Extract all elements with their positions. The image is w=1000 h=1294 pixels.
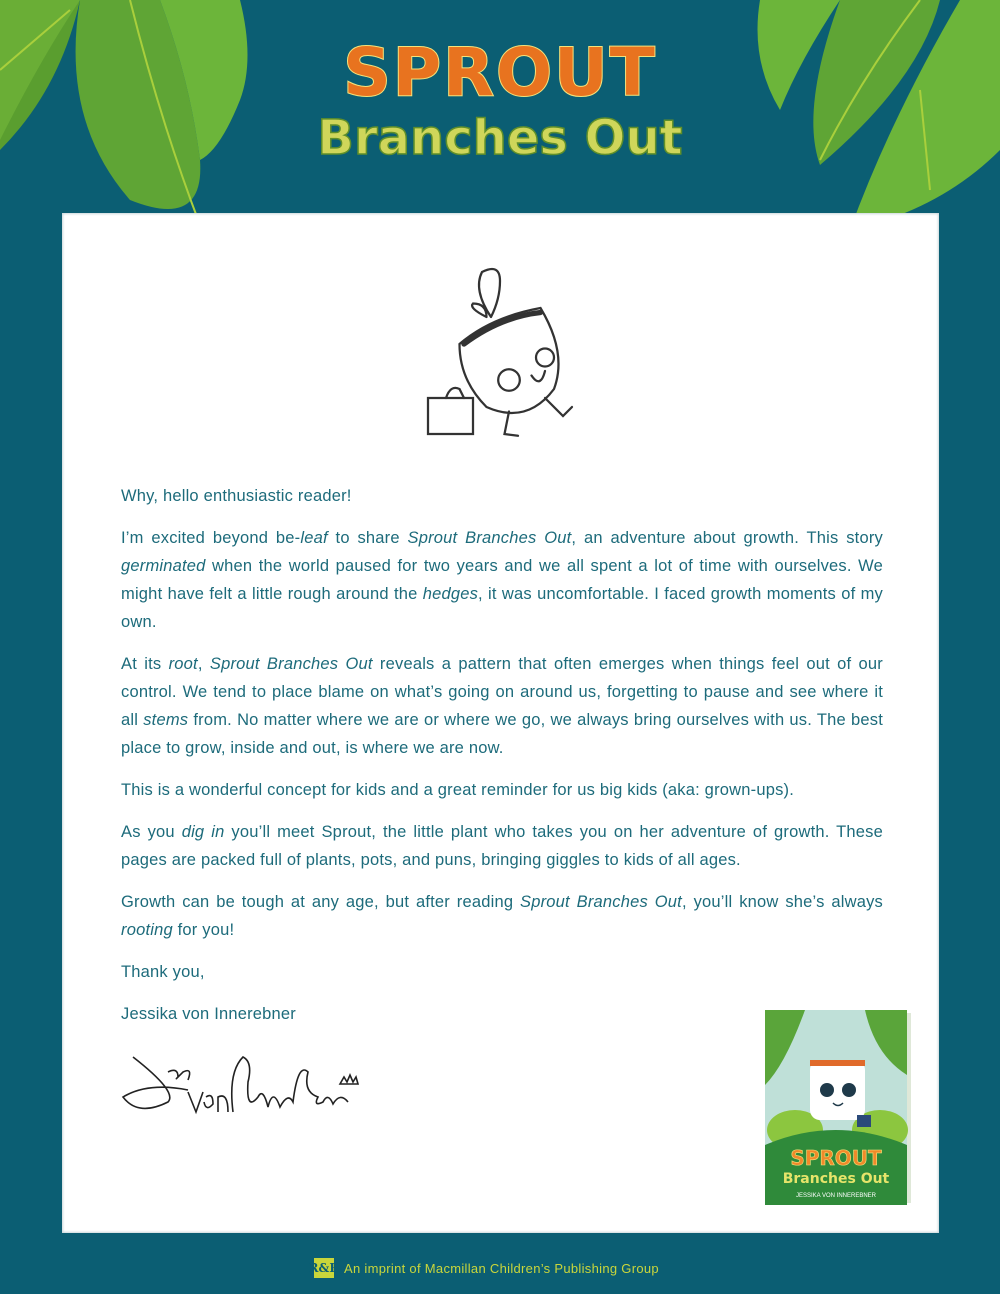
title-branches-out: Branches Out bbox=[317, 110, 683, 166]
sprout-sketch-icon bbox=[410, 248, 590, 458]
signature-icon bbox=[118, 1042, 378, 1122]
cover-title-sprout: SPROUT bbox=[790, 1146, 882, 1170]
publisher-logo-icon: R&B bbox=[314, 1258, 334, 1278]
publisher-footer bbox=[308, 1258, 659, 1278]
closing: Thank you, bbox=[121, 963, 205, 981]
leaf-decoration-top-right bbox=[740, 0, 1000, 240]
book-cover-image bbox=[755, 1005, 915, 1210]
cover-author: JESSIKA VON INNEREBNER bbox=[795, 1193, 877, 1199]
greeting: Why, hello enthusiastic reader! bbox=[121, 487, 352, 505]
paragraph-1: I’m excited beyond be-leaf to share Sprout Branches Out, an adventure about growth. This story germinated when the world paused for two years and we all spent a lot of time with ourselves. We might have felt a little rough around the hedges, it was uncomfortable. I faced growth moments of my own. bbox=[121, 529, 883, 631]
cover-title-branches-out: Branches Out bbox=[782, 1171, 890, 1187]
paragraph-4: As you dig in you’ll meet Sprout, the little plant who takes you on her adventure of growth. These pages are packed full of plants, pots, and puns, bringing giggles to kids of all ages. bbox=[121, 823, 883, 869]
leaf-decoration-top-left bbox=[0, 0, 260, 240]
book-title-logo bbox=[280, 34, 720, 166]
paragraph-5: Growth can be tough at any age, but after reading Sprout Branches Out, you’ll know she’s always rooting for you! bbox=[121, 893, 883, 939]
author-name: Jessika von Innerebner bbox=[121, 1005, 296, 1023]
imprint-text: An imprint of Macmillan Children’s Publishing Group bbox=[344, 1260, 659, 1276]
paragraph-3: This is a wonderful concept for kids and a great reminder for us big kids (aka: grown-ups). bbox=[121, 781, 795, 799]
paragraph-2: At its root, Sprout Branches Out reveals a pattern that often emerges when things feel out of our control. We tend to place blame on what’s going on around us, forgetting to pause and see where it all stems from. No matter where we are or where we go, we always bring ourselves with us. The best place to grow, inside and out, is where we are now. bbox=[121, 655, 883, 757]
letter-body bbox=[121, 482, 883, 1042]
title-sprout: SPROUT bbox=[343, 34, 657, 111]
